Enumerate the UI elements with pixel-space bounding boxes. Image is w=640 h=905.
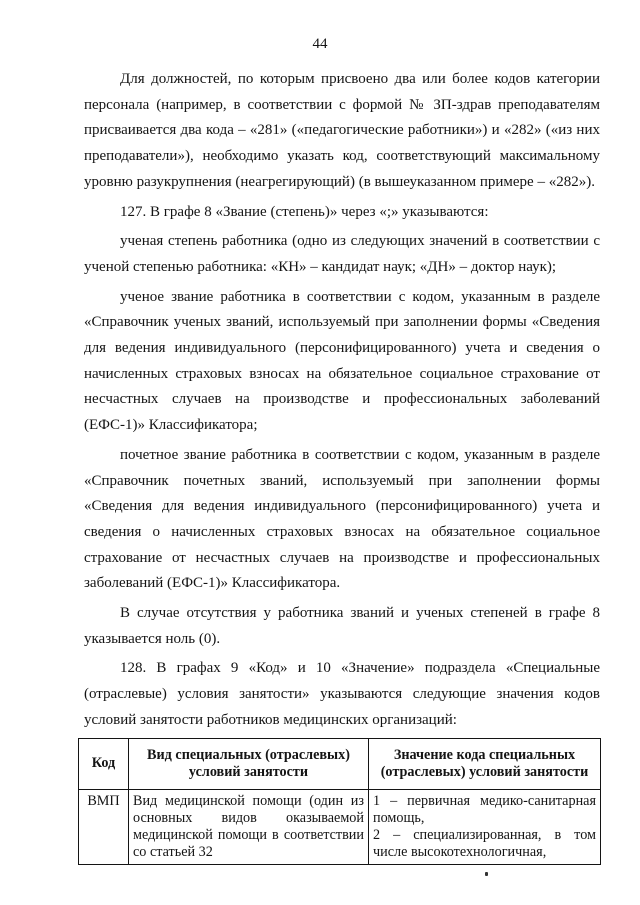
scan-speck bbox=[485, 872, 488, 876]
document-body bbox=[84, 67, 600, 865]
paragraph: почетное звание работника в соответствии с кодом, указанным в разделе «Справочник почетных званий, используемый при заполнении формы «Сведения для ведения индивидуального (персонифицированного) учета и сведения о начисленных страховых взносах на обязательное социальное страхование от несчастных случаев на производстве и профессиональных заболеваний (ЕФС-1)» Классификатора. bbox=[84, 446, 600, 592]
paragraph: В случае отсутствия у работника званий и ученых степеней в графе 8 указывается ноль (0). bbox=[84, 605, 600, 647]
paragraph: Для должностей, по которым присвоено два или более кодов категории персонала (например, в соответствии с формой № ЗП-здрав преподавателям присваивается два кода – «281» («педагогические работники») и «282» («из них преподаватели»), необходимо указать код, соответствующий максимальному уровню разукрупнения (неагрегирующий) (в вышеуказанном примере – «282»). bbox=[84, 71, 600, 190]
employment-conditions-table bbox=[78, 738, 601, 865]
paragraph: 128. В графах 9 «Код» и 10 «Значение» подраздела «Специальные (отраслевые) условия занятости» указываются следующие значения кодов условий занятости работников медицинских организаций: bbox=[84, 660, 600, 728]
page-number: 44 bbox=[312, 36, 328, 52]
paragraph: ученая степень работника (одно из следующих значений в соответствии с ученой степенью работника: «КН» – кандидат наук; «ДН» – доктор наук); bbox=[84, 233, 600, 275]
cell-code: ВМП bbox=[79, 789, 129, 864]
table-header-row bbox=[79, 738, 601, 789]
cell-code-value: 1 – первичная медико-санитарная помощь, 2 – специализированная, в том числе высокотехнологичная, bbox=[369, 789, 601, 864]
paragraph: 127. В графе 8 «Звание (степень)» через «;» указываются: bbox=[120, 203, 489, 220]
table-row bbox=[79, 789, 601, 864]
header-code: Код bbox=[79, 738, 129, 789]
header-condition-type: Вид специальных (отраслевых) условий занятости bbox=[129, 738, 369, 789]
header-code-value: Значение кода специальных (отраслевых) условий занятости bbox=[369, 738, 601, 789]
cell-condition-type: Вид медицинской помощи (один из основных видов оказываемой медицинской помощи в соответствии со статьей 32 bbox=[129, 789, 369, 864]
paragraph: ученое звание работника в соответствии с кодом, указанным в разделе «Справочник ученых званий, используемый при заполнении формы «Сведения для ведения индивидуального (персонифицированного) учета и сведения о начисленных страховых взносах на обязательное социальное страхование от несчастных случаев на производстве и профессиональных заболеваний (ЕФС-1)» Классификатора; bbox=[84, 288, 600, 434]
